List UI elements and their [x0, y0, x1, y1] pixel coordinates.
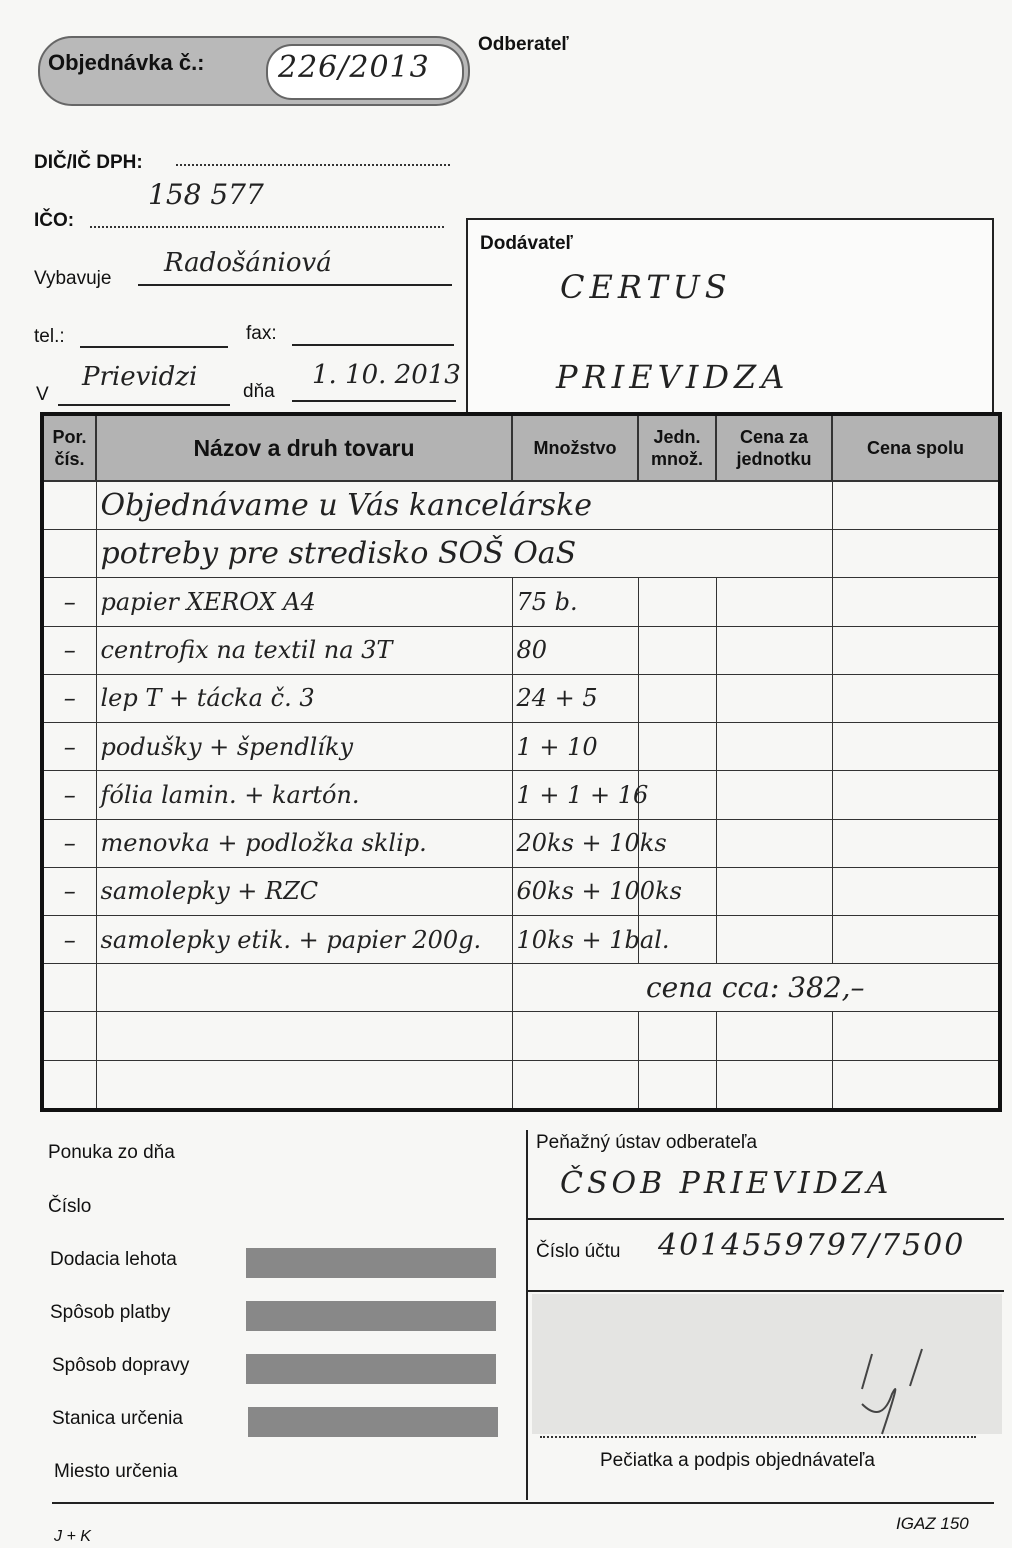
cell-unit-price[interactable] — [716, 771, 832, 819]
cell-no[interactable]: – — [42, 578, 96, 626]
delivery-term-label: Dodacia lehota — [50, 1249, 177, 1270]
intro-line-1[interactable]: Objednávame u Vás kancelárske — [96, 481, 832, 530]
col-header-unit-price: Cena za jednotku — [716, 414, 832, 481]
signature-line — [540, 1436, 976, 1438]
cell-no[interactable]: – — [42, 674, 96, 722]
vat-id-label: DIČ/IČ DPH: — [34, 152, 143, 173]
col-header-total: Cena spolu — [832, 414, 1000, 481]
offer-number-label: Číslo — [48, 1196, 92, 1217]
cell-no[interactable]: – — [42, 771, 96, 819]
cell-total[interactable] — [832, 1060, 1000, 1110]
items-table — [40, 412, 1002, 1112]
transport-method-field[interactable] — [246, 1354, 496, 1384]
cell-unit-price[interactable] — [716, 626, 832, 674]
price-note[interactable]: cena cca: 382,– — [512, 964, 1000, 1012]
cell-no[interactable] — [42, 481, 96, 530]
cell-item-name[interactable]: samolepky + RZC — [96, 867, 512, 915]
order-number[interactable]: 226/2013 — [278, 50, 430, 85]
account-number-value[interactable]: 4014559797/7500 — [658, 1228, 966, 1263]
cell-unit-price[interactable] — [716, 867, 832, 915]
cell-total[interactable] — [832, 530, 1000, 578]
cell-total[interactable] — [832, 723, 1000, 771]
company-id-field[interactable] — [90, 214, 444, 228]
table-row — [42, 578, 1000, 626]
supplier-name[interactable]: CERTUS — [560, 268, 732, 306]
signature-scribble — [532, 1294, 1002, 1434]
cell-qty[interactable]: 80 — [512, 626, 638, 674]
table-row — [42, 867, 1000, 915]
cell-unit-price[interactable] — [716, 819, 832, 867]
payment-method-label: Spôsob platby — [50, 1302, 171, 1323]
cell-total[interactable] — [832, 674, 1000, 722]
footer-form-code: IGAZ 150 — [896, 1514, 969, 1533]
company-id-value[interactable]: 158 577 — [148, 178, 264, 211]
footer-divider — [52, 1502, 994, 1504]
supplier-city[interactable]: PRIEVIDZA — [556, 358, 790, 396]
fax-field[interactable] — [292, 324, 454, 346]
cell-qty[interactable] — [512, 1060, 638, 1110]
cell-no[interactable] — [42, 530, 96, 578]
intro-line-2[interactable]: potreby pre stredisko SOŠ OaS — [96, 530, 832, 578]
cell-unit-price[interactable] — [716, 723, 832, 771]
cell-unit[interactable] — [638, 674, 716, 722]
table-row — [42, 1060, 1000, 1110]
table-row — [42, 819, 1000, 867]
cell-item-name[interactable]: fólia lamin. + kartón. — [96, 771, 512, 819]
cell-no[interactable] — [42, 1060, 96, 1110]
cell-qty[interactable]: 75 b. — [512, 578, 638, 626]
cell-unit[interactable] — [638, 723, 716, 771]
cell-item-name[interactable]: lep T + tácka č. 3 — [96, 674, 512, 722]
cell-no[interactable]: – — [42, 723, 96, 771]
payment-method-field[interactable] — [246, 1301, 496, 1331]
account-number-label: Číslo účtu — [536, 1241, 621, 1262]
tel-label: tel.: — [34, 326, 65, 347]
cell-total[interactable] — [832, 867, 1000, 915]
cell-qty[interactable] — [512, 1012, 638, 1060]
bank-value[interactable]: ČSOB PRIEVIDZA — [560, 1166, 893, 1201]
delivery-term-field[interactable] — [246, 1248, 496, 1278]
cell-qty[interactable]: 1 + 1 + 16 — [512, 771, 638, 819]
cell-no[interactable] — [42, 1012, 96, 1060]
cell-qty[interactable]: 24 + 5 — [512, 674, 638, 722]
destination-station-field[interactable] — [248, 1407, 498, 1437]
table-row — [42, 964, 1000, 1012]
cell-total[interactable] — [832, 771, 1000, 819]
cell-item-name[interactable]: papier XEROX A4 — [96, 578, 512, 626]
cell-qty[interactable]: 1 + 10 — [512, 723, 638, 771]
cell-total[interactable] — [832, 481, 1000, 530]
table-row — [42, 723, 1000, 771]
order-label: Objednávka č.: — [48, 50, 205, 75]
cell-item-name[interactable] — [96, 964, 512, 1012]
date-value: 1. 10. 2013 — [312, 360, 461, 390]
tel-field[interactable] — [80, 326, 228, 348]
cell-qty[interactable]: 60ks + 100ks — [512, 867, 638, 915]
supplier-label: Dodávateľ — [480, 233, 573, 254]
col-header-no: Por. čís. — [42, 414, 96, 481]
cell-no[interactable]: – — [42, 915, 96, 963]
handled-by-value: Radošániová — [164, 248, 332, 278]
transport-method-label: Spôsob dopravy — [52, 1355, 190, 1376]
table-row — [42, 771, 1000, 819]
account-divider — [528, 1290, 1004, 1292]
col-header-qty: Množstvo — [512, 414, 638, 481]
cell-unit[interactable] — [638, 578, 716, 626]
table-row — [42, 530, 1000, 578]
footer-left: J + K — [54, 1528, 91, 1545]
cell-no[interactable] — [42, 964, 96, 1012]
company-id-label: IČO: — [34, 210, 75, 231]
table-row — [42, 915, 1000, 963]
stamp-signature-label: Pečiatka a podpis objednávateľa — [600, 1450, 875, 1471]
bottom-divider — [526, 1130, 528, 1500]
destination-place-label: Miesto určenia — [54, 1461, 178, 1482]
date-label: dňa — [243, 381, 275, 402]
bank-label: Peňažný ústav odberateľa — [536, 1132, 758, 1153]
cell-unit-price[interactable] — [716, 915, 832, 963]
stamp-area[interactable] — [532, 1294, 1002, 1434]
bank-divider — [528, 1218, 1004, 1220]
cell-unit-price[interactable] — [716, 1012, 832, 1060]
fax-label: fax: — [246, 323, 277, 344]
cell-item-name[interactable]: podušky + špendlíky — [96, 723, 512, 771]
cell-item-name[interactable]: centrofix na textil na 3T — [96, 626, 512, 674]
place-label: V — [36, 384, 49, 405]
table-row — [42, 674, 1000, 722]
cell-item-name[interactable] — [96, 1012, 512, 1060]
vat-id-field[interactable] — [176, 150, 450, 166]
cell-qty[interactable]: 20ks + 10ks — [512, 819, 638, 867]
cell-no[interactable]: – — [42, 867, 96, 915]
cell-total[interactable] — [832, 626, 1000, 674]
cell-unit-price[interactable] — [716, 578, 832, 626]
cell-no[interactable]: – — [42, 819, 96, 867]
cell-item-name[interactable]: samolepky etik. + papier 200g. — [96, 915, 512, 963]
table-row — [42, 1012, 1000, 1060]
handled-by-label: Vybavuje — [34, 268, 112, 289]
table-header-row — [42, 414, 1000, 481]
col-header-name: Názov a druh tovaru — [96, 414, 512, 481]
cell-total[interactable] — [832, 578, 1000, 626]
cell-no[interactable]: – — [42, 626, 96, 674]
cell-item-name[interactable]: menovka + podložka sklip. — [96, 819, 512, 867]
cell-total[interactable] — [832, 819, 1000, 867]
cell-qty[interactable]: 10ks + 1bal. — [512, 915, 638, 963]
cell-unit[interactable] — [638, 1060, 716, 1110]
table-row — [42, 481, 1000, 530]
cell-unit[interactable] — [638, 1012, 716, 1060]
cell-unit-price[interactable] — [716, 1060, 832, 1110]
place-value: Prievidzi — [82, 362, 198, 392]
offer-date-label: Ponuka zo dňa — [48, 1142, 175, 1163]
cell-unit[interactable] — [638, 771, 716, 819]
cell-unit-price[interactable] — [716, 674, 832, 722]
table-row — [42, 626, 1000, 674]
cell-item-name[interactable] — [96, 1060, 512, 1110]
buyer-heading: Odberateľ — [478, 34, 569, 55]
cell-total[interactable] — [832, 1012, 1000, 1060]
cell-total[interactable] — [832, 915, 1000, 963]
col-header-unit: Jedn. množ. — [638, 414, 716, 481]
cell-unit[interactable] — [638, 626, 716, 674]
destination-station-label: Stanica určenia — [52, 1408, 183, 1429]
